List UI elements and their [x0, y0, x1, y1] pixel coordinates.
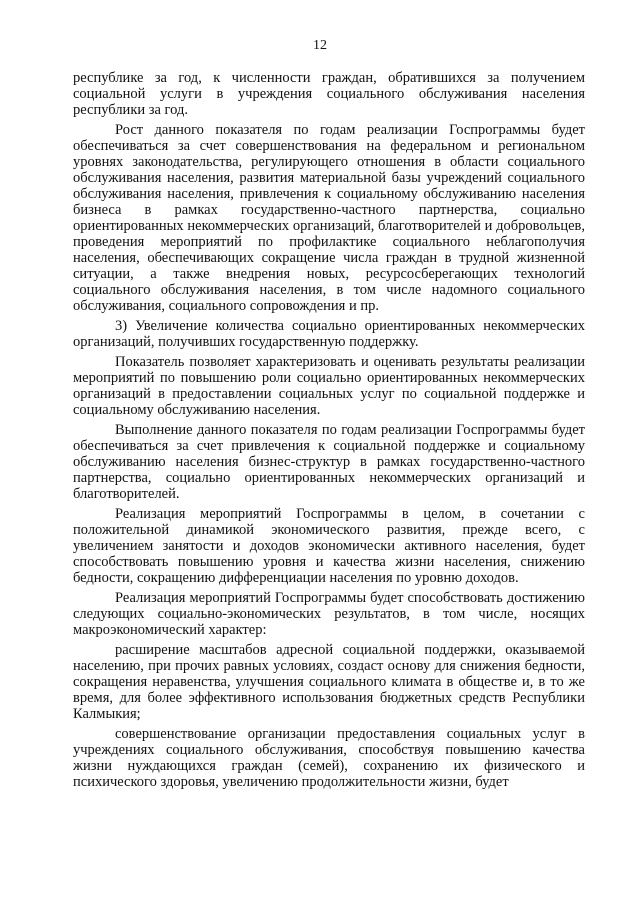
- paragraph: Рост данного показателя по годам реализации Госпрограммы будет обеспечиваться за счет совершенствования на федеральном и региональном уровнях законодательства, регулирующего отношения в области социального обслуживания населения, развития материальной базы учреждений социального обслуживания населения, привлечения к социальному обслуживанию населения бизнеса в рамках государственно-частного партнерства, социально ориентированных некоммерческих организаций, благотворителей и добровольцев, проведения мероприятий по профилактике социального неблагополучия населения, обеспечивающих сокращение числа граждан в трудной жизненной ситуации, а также внедрения новых, ресурсосберегающих технологий социального обслуживания населения, в том числе надомного социального обслуживания, социального сопровождения и пр.: [73, 122, 585, 314]
- page-number: 12: [313, 38, 327, 53]
- paragraph-indicator-heading: 3) Увеличение количества социально ориентированных некоммерческих организаций, получивших государственную поддержку.: [73, 318, 585, 350]
- list-item-paragraph: совершенствование организации предоставления социальных услуг в учреждениях социального обслуживания, способствуя повышению качества жизни нуждающихся граждан (семей), сохранению их физического и психического здоровья, увеличению продолжительности жизни, будет: [73, 726, 585, 790]
- list-item-paragraph: расширение масштабов адресной социальной поддержки, оказываемой населению, при прочих равных условиях, создаст основу для снижения бедности, сокращения неравенства, улучшения социального климата в обществе и, в то же время, для более эффективного использования бюджетных средств Республики Калмыкия;: [73, 642, 585, 722]
- paragraph: Выполнение данного показателя по годам реализации Госпрограммы будет обеспечиваться за счет привлечения к социальной поддержке и социальному обслуживанию населения бизнес-структур в рамках государственно-частного партнерства, социально ориентированных некоммерческих организаций и благотворителей.: [73, 422, 585, 502]
- document-body: [73, 70, 585, 794]
- paragraph: Реализация мероприятий Госпрограммы в целом, в сочетании с положительной динамикой экономического развития, прежде всего, с увеличением занятости и доходов экономически активного населения, будет способствовать повышению уровня и качества жизни населения, снижению бедности, сокращению дифференциации населения по уровню доходов.: [73, 506, 585, 586]
- paragraph: Показатель позволяет характеризовать и оценивать результаты реализации мероприятий по повышению роли социально ориентированных некоммерческих организаций в предоставлении социальных услуг по социальной поддержке и социальному обслуживанию населения.: [73, 354, 585, 418]
- paragraph-continuation: республике за год, к численности граждан, обратившихся за получением социальной услуги в учреждения социального обслуживания населения республики за год.: [73, 70, 585, 118]
- paragraph: Реализация мероприятий Госпрограммы будет способствовать достижению следующих социально-экономических результатов, в том числе, носящих макроэкономический характер:: [73, 590, 585, 638]
